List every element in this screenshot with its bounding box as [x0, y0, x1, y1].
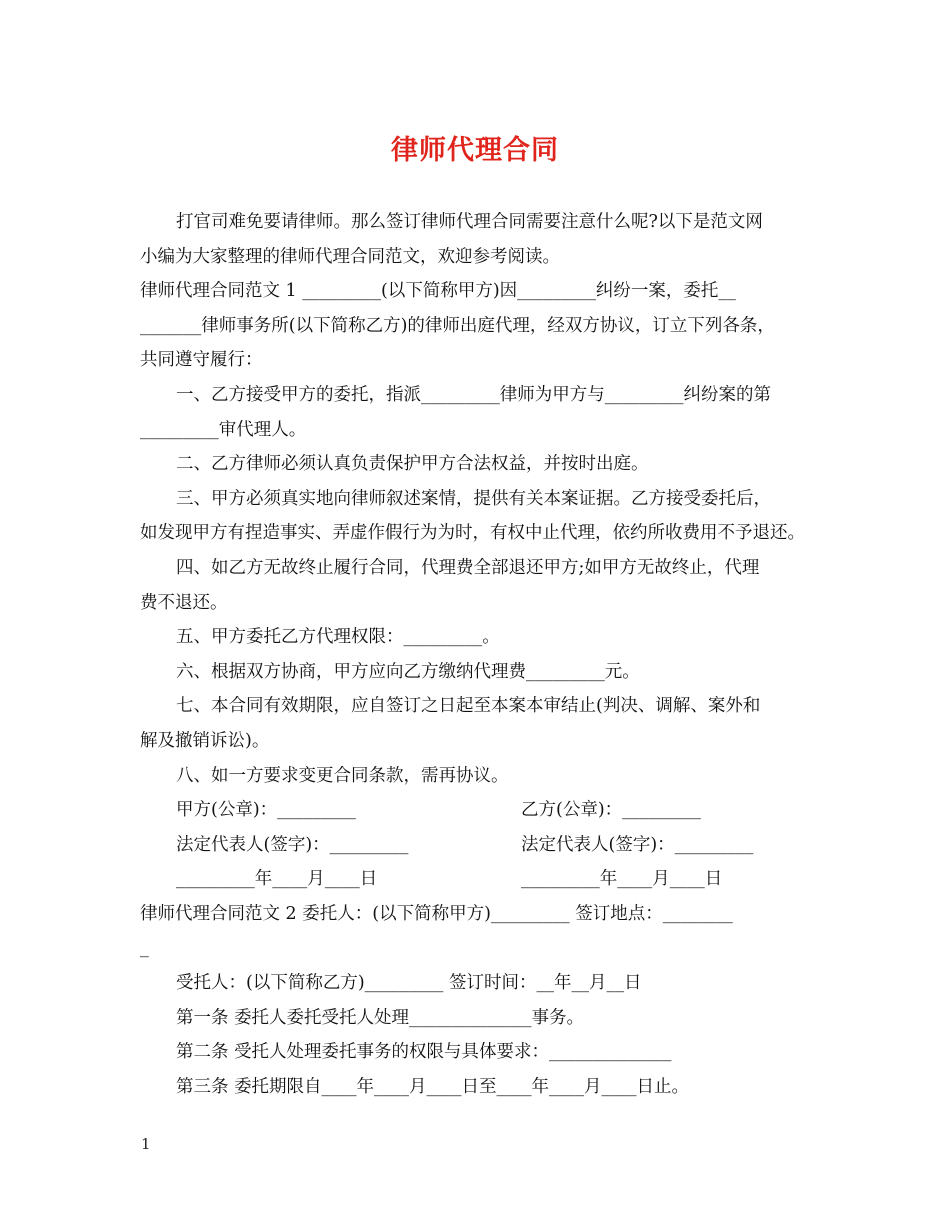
document-body: [140, 205, 820, 1104]
clause-8: 八、如一方要求变更合同条款，需再协议。: [176, 765, 509, 786]
sample2-heading: 律师代理合同范文 2 委托人：(以下简称甲方)_________ 签订地点：________: [140, 903, 733, 924]
page-number: 1: [141, 1135, 151, 1153]
clause-6: 六、根据双方协商，甲方应向乙方缴纳代理费_________元。: [176, 661, 640, 682]
clause-1-line-2: _________审代理人。: [140, 419, 307, 440]
trustee-line: 受托人：(以下简称乙方)_________ 签订时间：__年__月__日: [176, 973, 642, 994]
party-b-date: _________年____月____日: [521, 869, 723, 890]
clause-3-line-1: 三、甲方必须真实地向律师叙述案情，提供有关本案证据。乙方接受委托后，: [176, 488, 771, 509]
clause-4-line-1: 四、如乙方无故终止履行合同，代理费全部退还甲方;如甲方无故终止，代理: [176, 557, 760, 578]
sample1-continuation: _______律师事务所(以下简称乙方)的律师出庭代理，经双方协议，订立下列各条，: [140, 315, 775, 336]
clause-7-line-1: 七、本合同有效期限，应自签订之日起至本案本审结止(判决、调解、案外和: [176, 696, 761, 717]
signature-seal-row: [140, 793, 820, 828]
article-1: 第一条 委托人委托受托人处理______________事务。: [176, 1007, 585, 1028]
clause-1-line-1: 一、乙方接受甲方的委托，指派_________律师为甲方与_________纠纷案的第: [176, 384, 771, 405]
intro-line-1: 打官司难免要请律师。那么签订律师代理合同需要注意什么呢?以下是范文网: [176, 212, 763, 232]
party-a-seal: 甲方(公章)：_________: [176, 800, 356, 821]
sample1-heading: 律师代理合同范文 1 _________(以下简称甲方)因_________纠纷一案，委托__: [140, 281, 736, 302]
clause-4-line-2: 费不退还。: [140, 592, 228, 613]
clause-3-line-2: 如发现甲方有捏造事实、弄虚作假行为为时，有权中止代理，依约所收费用不予退还。: [140, 523, 805, 544]
party-a-date: _________年____月____日: [176, 869, 378, 890]
sample1-ending: 共同遵守履行：: [140, 350, 263, 371]
article-2: 第二条 受托人处理委托事务的权限与具体要求：______________: [176, 1042, 672, 1063]
clause-5: 五、甲方委托乙方代理权限：_________。: [176, 627, 500, 648]
article-3: 第三条 委托期限自____年____月____日至____年____月____日止。: [176, 1076, 690, 1097]
sample2-continuation: _: [140, 938, 149, 959]
party-b-seal: 乙方(公章)：_________: [521, 800, 701, 821]
clause-7-line-2: 解及撤销诉讼)。: [140, 730, 270, 751]
party-a-representative: 法定代表人(签字)：_________: [176, 834, 409, 855]
clause-2: 二、乙方律师必须认真负责保护甲方合法权益，并按时出庭。: [176, 454, 649, 475]
signature-date-row: [140, 862, 820, 897]
document-title: 律师代理合同: [391, 135, 559, 166]
party-b-representative: 法定代表人(签字)：_________: [521, 834, 754, 855]
signature-rep-row: [140, 828, 820, 863]
intro-line-2: 小编为大家整理的律师代理合同范文，欢迎参考阅读。: [140, 246, 560, 267]
